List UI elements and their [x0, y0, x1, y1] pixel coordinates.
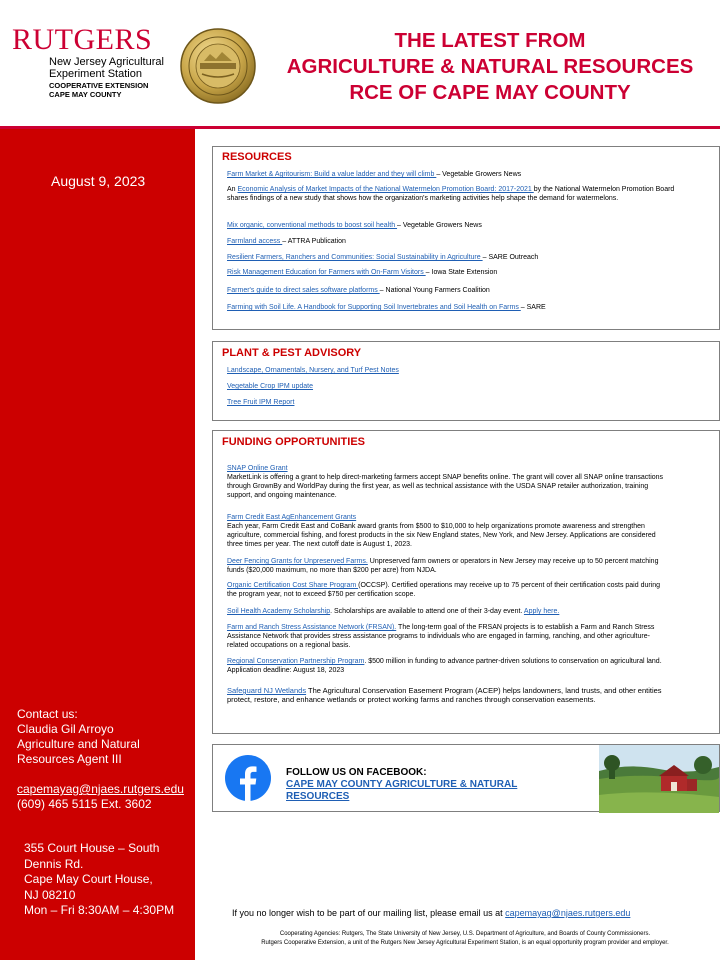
funding-link[interactable]: Soil Health Academy Scholarship	[227, 608, 331, 615]
funding-link[interactable]: SNAP Online Grant	[227, 465, 288, 472]
advisory-link[interactable]: Tree Fruit IPM Report	[227, 399, 295, 406]
funding-link[interactable]: Deer Fencing Grants for Unpreserved Farms.	[227, 558, 368, 565]
list-item: Farm Credit East AgEnhancement Grants Each year, Farm Credit East and CoBank award grants from $500 to $10,000 to help organizations promote awareness and strengthen agriculture, commercial fishing, and forest products in the six New England states, New York, and New Jersey. Applications are considered three times per year. The next cutoff date is August 1, 2023.	[227, 514, 656, 548]
apply-here-link[interactable]: Apply here.	[523, 608, 560, 615]
title-line: RCE OF CAPE MAY COUNTY	[349, 81, 631, 104]
address-line: NJ 08210	[24, 887, 76, 902]
list-item: SNAP Online Grant MarketLink is offering a grant to help direct-marketing farmers accept SNAP benefits online. The grant will cover all SNAP online transactions through GrownBy and WorldPay during the first year, as well as technical assistance with the USDA SNAP retailer authorization, training support, and ongoing maintenance.	[227, 465, 664, 499]
address-line: Cape May Court House,	[24, 872, 153, 886]
funding-link[interactable]: Farm Credit East AgEnhancement Grants	[227, 514, 357, 521]
list-item: Farmer's guide to direct sales software platforms – National Young Farmers Coalition	[227, 287, 490, 294]
contact-block	[17, 707, 184, 812]
facebook-label: FOLLOW US ON FACEBOOK:	[286, 767, 427, 778]
rutgers-logo	[12, 24, 172, 99]
facebook-page-link[interactable]: RESOURCES	[286, 791, 350, 802]
contact-line: Resources Agent III	[17, 752, 122, 766]
funding-section	[212, 430, 720, 734]
contact-phone: (609) 465 5115 Ext. 3602	[17, 797, 152, 811]
list-item: Organic Certification Cost Share Program (OCCSP). Certified operations may receive up to 75 percent of their certification costs paid during the program year, not to exceed $750 per certification scope.	[227, 582, 661, 598]
list-item: Deer Fencing Grants for Unpreserved Farms. Unpreserved farm owners or operators in New Jersey may receive up to 50 percent matching funds ($20,000 maximum, no more than $200 per acre) from NJDA.	[227, 558, 659, 574]
advisory-link[interactable]: Landscape, Ornamentals, Nursery, and Turf Pest Notes	[227, 367, 399, 374]
facebook-icon[interactable]	[225, 755, 271, 801]
list-item	[227, 398, 294, 407]
facebook-section	[212, 744, 720, 812]
fine-print	[215, 930, 715, 948]
unsubscribe-email-link[interactable]: capemayag@njaes.rutgers.edu	[505, 908, 631, 918]
fine-print-line: Cooperating Agencies: Rutgers, The State University of New Jersey, U.S. Department of Agriculture, and Boards of County Commissioners.	[279, 931, 651, 937]
fine-print-line: Rutgers Cooperative Extension, a unit of the Rutgers New Jersey Agricultural Experiment Station, is an equal opportunity program provider and employer.	[261, 940, 669, 946]
logo-line: New Jersey Agricultural	[49, 56, 164, 68]
list-item: Safeguard NJ Wetlands The Agricultural Conservation Easement Program (ACEP) helps landowners, land trusts, and other entities protect, restore, and enhance wetlands or protect working farms and ranches through conservation easements.	[227, 686, 662, 704]
list-item: Farm Market & Agritourism: Build a value ladder and they will climb – Vegetable Growers News	[227, 171, 522, 178]
title-line: THE LATEST FROM	[394, 29, 586, 52]
funding-link[interactable]: Regional Conservation Partnership Program	[227, 658, 365, 665]
facebook-page-link[interactable]: CAPE MAY COUNTY AGRICULTURE & NATURAL	[286, 779, 518, 790]
logo-bold-line: COOPERATIVE EXTENSION	[49, 81, 149, 90]
section-title: FUNDING OPPORTUNITIES	[222, 436, 366, 448]
resource-link[interactable]: Farmer's guide to direct sales software platforms	[227, 287, 380, 294]
address-line: Dennis Rd.	[24, 856, 84, 871]
page-header	[0, 0, 720, 126]
list-item	[227, 382, 313, 391]
resource-link[interactable]: Resilient Farmers, Ranchers and Communities: Social Sustainability in Agriculture	[227, 254, 483, 261]
section-title: RESOURCES	[222, 151, 292, 163]
facebook-text	[286, 767, 517, 803]
resource-link[interactable]: Farmland access	[227, 238, 283, 245]
contact-line: Claudia Gil Arroyo	[17, 722, 114, 736]
list-item: Farming with Soil Life. A Handbook for Supporting Soil Invertebrates and Soil Health on Farms – SARE	[227, 304, 546, 311]
list-item: Risk Management Education for Farmers with On-Farm Visitors – Iowa State Extension	[227, 269, 498, 276]
address-line: 355 Court House – South	[24, 841, 160, 855]
advisory-link[interactable]: Vegetable Crop IPM update	[227, 383, 314, 390]
rutgers-wordmark: RUTGERS	[12, 23, 153, 56]
newsletter-date: August 9, 2023	[51, 173, 146, 189]
plant-pest-section	[212, 341, 720, 421]
contact-line: Agriculture and Natural	[17, 737, 140, 751]
list-item: Farmland access – ATTRA Publication	[227, 238, 346, 245]
office-address	[24, 841, 174, 919]
logo-bold-line: CAPE MAY COUNTY	[49, 90, 122, 99]
list-item	[227, 366, 399, 375]
funding-link[interactable]: Organic Certification Cost Share Program	[227, 582, 359, 589]
resource-link[interactable]: Mix organic, conventional methods to boost soil health	[227, 222, 398, 229]
farm-barn-image	[599, 745, 719, 813]
list-item: Soil Health Academy Scholarship. Scholarships are available to attend one of their 3-day event. Apply here.	[227, 608, 560, 615]
list-item: Farm and Ranch Stress Assistance Network (FRSAN). The long-term goal of the FRSAN projects is to establish a Farm and Ranch Stress Assistance Network that provides stress assistance programs to individuals who are engaged in farming, ranching, and other agriculture-related occupations on a regional basis.	[227, 624, 655, 649]
cape-may-county-seal-icon	[180, 28, 256, 104]
contact-email-link[interactable]: capemayag@njaes.rutgers.edu	[17, 782, 184, 796]
resource-link[interactable]: Farm Market & Agritourism: Build a value ladder and they will climb	[227, 171, 437, 178]
list-item: Regional Conservation Partnership Program. $500 million in funding to advance partner-driven solutions to conservation on agricultural land. Application deadline: August 18, 2023	[227, 658, 662, 674]
sidebar	[0, 129, 195, 960]
contact-line: Contact us:	[17, 707, 78, 721]
page-title	[270, 28, 710, 106]
resource-link[interactable]: Economic Analysis of Market Impacts of the National Watermelon Promotion Board: 2017-2021	[237, 186, 534, 193]
funding-link[interactable]: Safeguard NJ Wetlands	[227, 686, 307, 695]
office-hours: Mon – Fri 8:30AM – 4:30PM	[24, 903, 175, 917]
resource-link[interactable]: Risk Management Education for Farmers with On-Farm Visitors	[227, 269, 426, 276]
list-item: Resilient Farmers, Ranchers and Communities: Social Sustainability in Agriculture – SARE Outreach	[227, 254, 539, 261]
section-title: PLANT & PEST ADVISORY	[222, 347, 362, 359]
unsubscribe-note: If you no longer wish to be part of our mailing list, please email us at capemayag@njaes.rutgers.edu	[232, 908, 631, 918]
resources-section	[212, 146, 720, 330]
logo-line: Experiment Station	[49, 68, 142, 80]
title-line: AGRICULTURE & NATURAL RESOURCES	[286, 55, 694, 78]
list-item: Mix organic, conventional methods to boost soil health – Vegetable Growers News	[227, 222, 482, 229]
resource-link[interactable]: Farming with Soil Life. A Handbook for Supporting Soil Invertebrates and Soil Health on Farms	[227, 304, 521, 311]
list-item: An Economic Analysis of Market Impacts of the National Watermelon Promotion Board: 2017-2021 by the National Watermelon Promotion Board shares findings of a new study that shows how the organization's marketing activities help shape the demand for watermelons.	[227, 186, 675, 202]
funding-link[interactable]: Farm and Ranch Stress Assistance Network (FRSAN).	[227, 624, 397, 631]
